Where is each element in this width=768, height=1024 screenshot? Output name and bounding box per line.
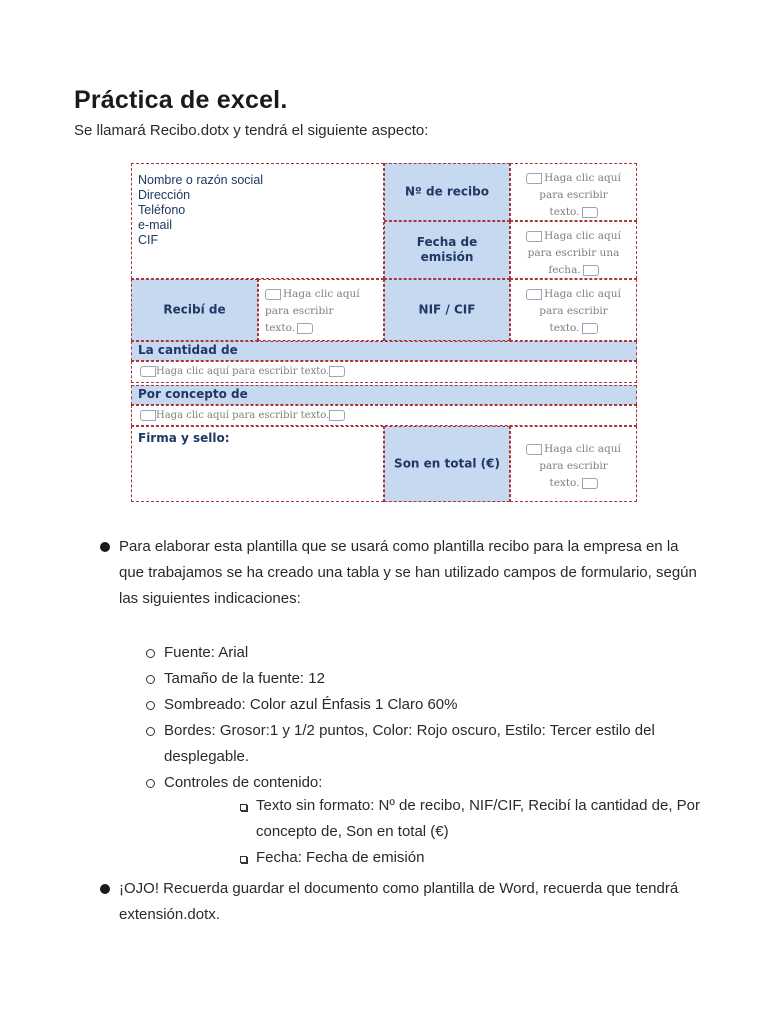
content-control-tag-icon: [329, 366, 345, 377]
content-control-tag-icon: [140, 410, 156, 421]
list-item: Fuente: Arial: [146, 640, 706, 666]
receipt-template-figure: [131, 163, 637, 502]
received-from-field: Haga clic aquí para escribir texto.: [258, 279, 384, 341]
list-item: Texto sin formato: Nº de recibo, NIF/CIF, Recibí la cantidad de, Por concepto de, Son en total (€): [238, 793, 708, 845]
bullet-list-2: [100, 876, 700, 928]
bullet-list: [100, 534, 700, 612]
list-item: Para elaborar esta plantilla que se usará como plantilla recibo para la empresa en la que trabajamos se ha creado una tabla y se han utilizado campos de formulario, según las siguientes indicaciones:: [100, 534, 700, 612]
list-item: ¡OJO! Recuerda guardar el documento como plantilla de Word, recuerda que tendrá extensión.dotx.: [100, 876, 700, 928]
info-line: Nombre o razón social: [138, 173, 264, 187]
total-field: Haga clic aquí para escribir texto.: [510, 426, 637, 502]
bullet-icon: [100, 884, 110, 894]
content-control-tag-icon: [526, 231, 542, 242]
signature-label: Firma y sello:: [138, 431, 230, 445]
receipt-number-field: Haga clic aquí para escribir texto.: [510, 163, 637, 221]
received-from-label-cell: [131, 279, 258, 341]
page-title: Práctica de excel.: [74, 86, 288, 114]
circle-bullet-icon: [146, 675, 155, 684]
content-control-tag-icon: [329, 410, 345, 421]
list-item: Tamaño de la fuente: 12: [146, 666, 706, 692]
issue-date-label: Fecha de emisión: [416, 235, 478, 264]
received-from-label: Recibí de: [163, 302, 226, 317]
company-info-cell: [131, 163, 384, 279]
list-item: Bordes: Grosor:1 y 1/2 puntos, Color: Rojo oscuro, Estilo: Tercer estilo del desplegable.: [146, 718, 706, 770]
issue-date-label-cell: [384, 221, 510, 279]
receipt-number-label-cell: [384, 163, 510, 221]
square-bullet-icon: [240, 804, 247, 811]
sub-list: [146, 640, 706, 796]
amount-field: Haga clic aquí para escribir texto.: [131, 361, 637, 383]
content-control-tag-icon: [582, 207, 598, 218]
circle-bullet-icon: [146, 727, 155, 736]
issue-date-field: Haga clic aquí para escribir una fecha.: [510, 221, 637, 279]
concept-field: Haga clic aquí para escribir texto.: [131, 405, 637, 426]
info-line: Dirección: [138, 188, 191, 202]
content-control-tag-icon: [526, 444, 542, 455]
info-line: Teléfono: [138, 203, 186, 217]
amount-label-bar: La cantidad de: [131, 341, 637, 361]
circle-bullet-icon: [146, 779, 155, 788]
info-line: CIF: [138, 233, 159, 247]
nif-cif-field: Haga clic aquí para escribir texto.: [510, 279, 637, 341]
list-item: Sombreado: Color azul Énfasis 1 Claro 60%: [146, 692, 706, 718]
square-bullet-icon: [240, 856, 247, 863]
total-label: Son en total (€): [394, 456, 500, 471]
nif-cif-label-cell: [384, 279, 510, 341]
list-item: Fecha: Fecha de emisión: [238, 845, 708, 871]
total-label-cell: [384, 426, 510, 502]
list-item: Controles de contenido:: [146, 770, 706, 796]
content-control-tag-icon: [582, 323, 598, 334]
nif-cif-label: NIF / CIF: [418, 302, 476, 317]
circle-bullet-icon: [146, 649, 155, 658]
circle-bullet-icon: [146, 701, 155, 710]
content-control-tag-icon: [583, 265, 599, 276]
content-control-tag-icon: [140, 366, 156, 377]
subtitle: Se llamará Recibo.dotx y tendrá el siguiente aspecto:: [74, 122, 429, 139]
signature-cell: [131, 426, 384, 502]
receipt-number-label: Nº de recibo: [404, 184, 489, 199]
content-control-tag-icon: [526, 173, 542, 184]
sub-sub-list: [238, 793, 708, 871]
concept-label-bar: Por concepto de: [131, 385, 637, 405]
bullet-icon: [100, 542, 110, 552]
content-control-tag-icon: [582, 478, 598, 489]
content-control-tag-icon: [297, 323, 313, 334]
info-line: e-mail: [138, 218, 173, 232]
content-control-tag-icon: [526, 289, 542, 300]
content-control-tag-icon: [265, 289, 281, 300]
